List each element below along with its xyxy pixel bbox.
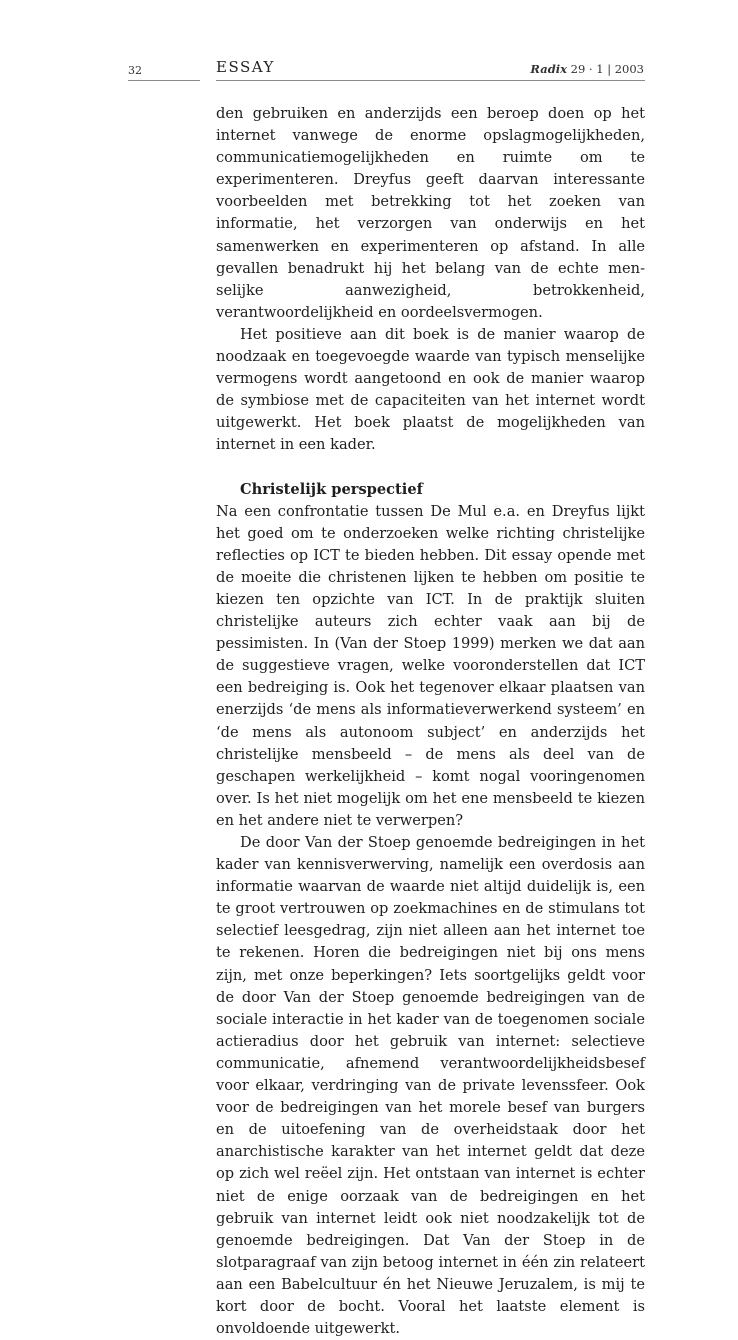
- section-heading: Christelijk perspectief: [240, 480, 423, 498]
- paragraph-continued: den gebruiken en anderzijds een beroep doen op het internet vanwege de enorme opslagmogelijkheden, communicatiemogelijkheden en ruimte om te experimenteren. Dreyfus geeft daarvan interessante voorbeelden met betrekking tot het zoeken van informatie, het verzorgen van onderwijs en het samenwerken en experimenteren op afstand. In alle gevallen benadrukt hij het belang van de echte menselijke aanwezigheid, betrokkenheid, verantwoordelijkheid en oordeelsvermogen.: [216, 105, 645, 321]
- journal-issue: 29 · 1 | 2003: [570, 62, 644, 76]
- paragraph: Het positieve aan dit boek is de manier waarop de noodzaak en toegevoegde waarde van typisch menselijke vermogens wordt aangetoond en ook de manier waarop de symbiose met de capaciteiten van het internet wordt uitgewerkt. Het boek plaatst de mogelijkheden van internet in een kader.: [216, 325, 645, 454]
- header-rule-right: [216, 80, 645, 81]
- paragraph: Na een confrontatie tussen De Mul e.a. en Dreyfus lijkt het goed om te onderzoeken welke richting christelijke reflecties op ICT te bieden hebben. Dit essay opende met de moeite die christenen lijken te hebben om positie te kiezen ten opzichte van ICT. In de praktijk sluiten christelijke auteurs zich echter vaak aan bij de pessimisten. In (Van der Stoep 1999) merken we dat aan de suggestieve vragen, welke vooronderstellen dat ICT een bedreiging is. Ook het tegenover elkaar plaatsen van enerzijds ‘de mens als informatieverwerkend systeem’ en ‘de mens als autonoom subject’ en anderzijds het christelijke mensbeeld – de mens als deel van de geschapen werkelijkheid – komt nogal vooringenomen over. Is het niet mogelijk om het ene mensbeeld te kiezen en het andere niet te verwerpen?: [216, 502, 645, 829]
- header-rule-left: [128, 80, 200, 81]
- section-label: ESSAY: [216, 58, 275, 76]
- page-number: 32: [128, 64, 142, 77]
- journal-citation: [530, 62, 644, 76]
- journal-name: Radix: [530, 62, 567, 76]
- paragraph: De door Van der Stoep genoemde bedreigingen in het kader van kennisverwerving, namelijk een overdosis aan informatie waarvan de waarde niet altijd duidelijk is, een te groot vertrouwen op zoekmachines en de stimulans tot selectief leesgedrag, zijn niet alleen aan het internet toe te rekenen. Horen die bedreigingen niet bij ons mens zijn, met onze beperkingen? Iets soortgelijks geldt voor de door Van der Stoep genoemde bedreigingen van de sociale interactie in het kader van de toegenomen sociale actieradius door het gebruik van internet: selectieve communicatie, afnemend verantwoordelijkheidsbesef voor elkaar, verdringing van de private levenssfeer. Ook voor de bedreigingen van het morele besef van burgers en de uitoefening van de overheidstaak door het anarchistische karakter van het internet geldt dat deze op zich wel reëel zijn. Het ontstaan van internet is echter niet de enige oorzaak van de bedreigingen en het gebruik van internet leidt ook niet noodzakelijk tot de genoemde bedreigingen. Dat Van der Stoep in de slotparagraaf van zijn betoog internet in één zin relateert aan een Babelcultuur én het Nieuwe Jeruzalem, is mij te kort door de bocht. Vooral het laatste element is onvoldoende uitgewerkt.: [216, 834, 645, 1338]
- article-body: [216, 103, 645, 1340]
